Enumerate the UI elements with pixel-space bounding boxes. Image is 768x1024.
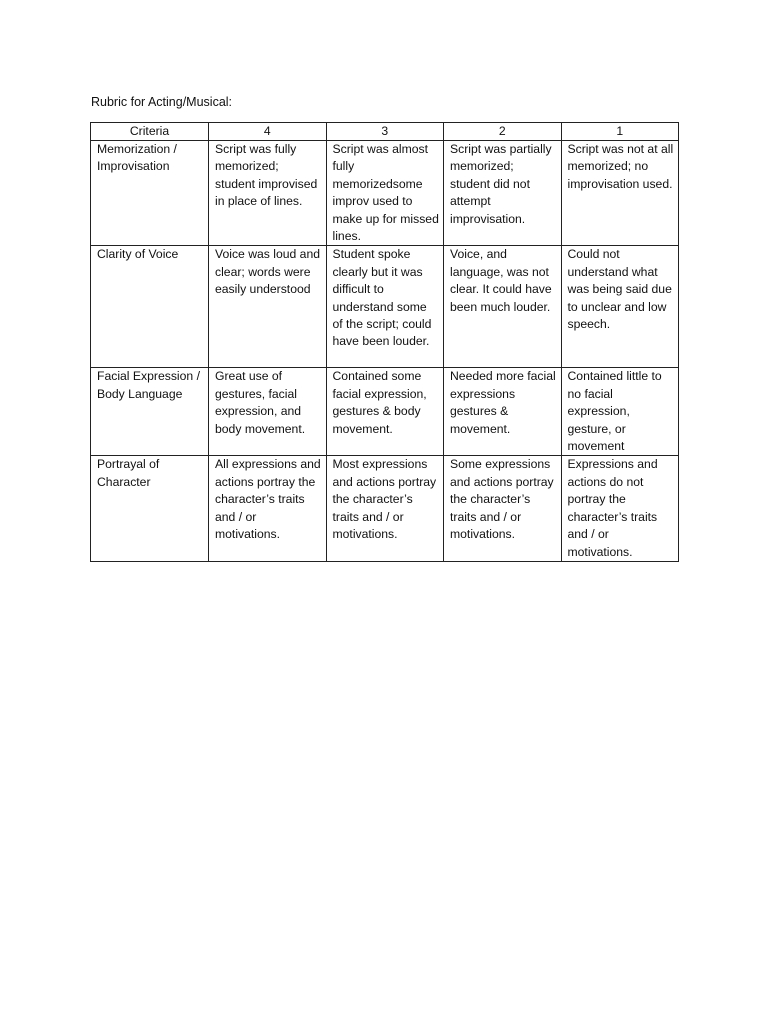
score-1-text: Could not understand what was being said due to unclear and low speech. (567, 247, 672, 332)
score-3-cell (326, 141, 444, 246)
table-row (91, 141, 679, 246)
score-3-text: Script was almost fully memorizedsome improv used to make up for missed lines. (332, 142, 439, 244)
score-2-cell (444, 368, 562, 456)
score-3-cell (326, 456, 444, 561)
score-3-cell (326, 246, 444, 368)
score-2-cell (444, 246, 562, 368)
page-title: Rubric for Acting/Musical: (91, 95, 233, 109)
score-2-text: Needed more facial expressions gestures & movement. (450, 369, 556, 436)
header-score-3: 3 (326, 123, 444, 141)
score-4-cell (209, 141, 327, 246)
score-1-cell (561, 368, 679, 456)
score-1-cell (561, 141, 679, 246)
score-1-text: Expressions and actions do not portray the character’s traits and / or motivations. (567, 457, 658, 559)
criteria-text: Clarity of Voice (97, 247, 179, 262)
header-score-2: 2 (444, 123, 562, 141)
score-2-cell (444, 141, 562, 246)
criteria-cell (91, 368, 209, 456)
header-row (91, 123, 679, 141)
header-score-1: 1 (561, 123, 679, 141)
score-4-text: Voice was loud and clear; words were easily understood (215, 247, 321, 297)
score-3-text: Student spoke clearly but it was difficult to understand some of the script; could have been louder. (332, 247, 432, 349)
score-2-text: Some expressions and actions portray the character’s traits and / or motivations. (450, 457, 554, 542)
criteria-cell (91, 456, 209, 561)
rubric-table (90, 122, 679, 562)
score-1-text: Script was not at all memorized; no improvisation used. (567, 142, 674, 191)
score-1-text: Contained little to no facial expression, gesture, or movement (567, 369, 662, 454)
score-1-cell (561, 246, 679, 368)
table-row (91, 246, 679, 368)
score-2-cell (444, 456, 562, 561)
header-score-4: 4 (209, 123, 327, 141)
score-2-text: Voice, and language, was not clear. It could have been much louder. (450, 247, 552, 314)
criteria-cell (91, 141, 209, 246)
score-3-text: Most expressions and actions portray the character’s traits and / or motivations. (332, 457, 437, 542)
score-4-text: All expressions and actions portray the character’s traits and / or motivations. (215, 457, 321, 542)
criteria-cell (91, 246, 209, 368)
score-4-cell (209, 246, 327, 368)
header-criteria: Criteria (91, 123, 209, 141)
score-2-text: Script was partially memorized; student did not attempt improvisation. (450, 142, 552, 226)
score-4-cell (209, 368, 327, 456)
score-4-cell (209, 456, 327, 561)
criteria-text: Memorization / Improvisation (97, 142, 177, 174)
score-4-text: Great use of gestures, facial expression, and body movement. (215, 369, 306, 436)
score-1-cell (561, 456, 679, 561)
criteria-text: Portrayal of Character (97, 457, 160, 489)
table-row (91, 368, 679, 456)
criteria-text: Facial Expression / Body Language (97, 369, 200, 401)
score-3-text: Contained some facial expression, gestures & body movement. (332, 369, 427, 436)
table-row (91, 456, 679, 561)
score-4-text: Script was fully memorized; student improvised in place of lines. (215, 142, 318, 209)
score-3-cell (326, 368, 444, 456)
